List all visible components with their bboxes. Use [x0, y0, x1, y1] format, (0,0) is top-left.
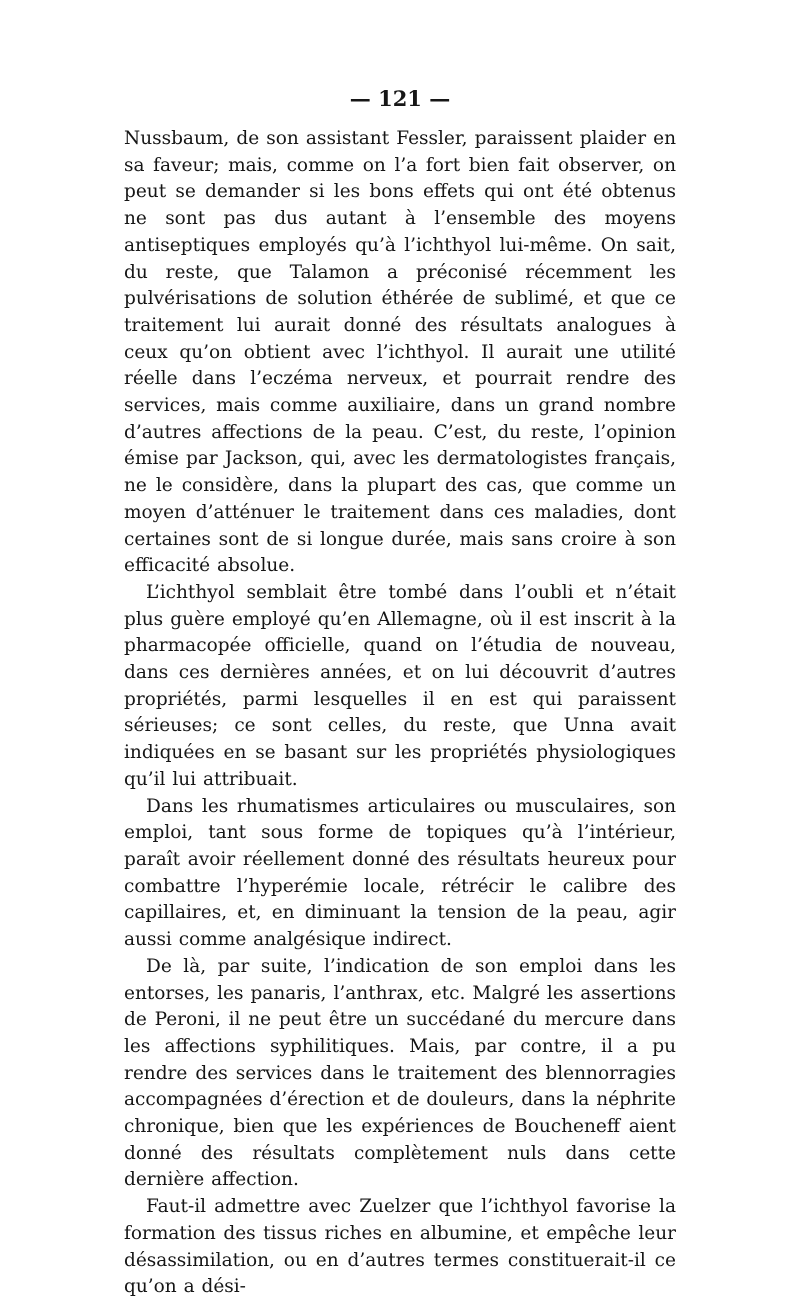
paragraph-zuelzer: Faut-il admettre avec Zuelzer que l’ichthyol favorise la formation des tissus riches en albumine, et empêche leur désassimilation, ou en d’autres termes constituerait-il ce qu’on a dési-	[124, 1196, 676, 1298]
page-number: — 121 —	[349, 86, 451, 111]
paragraph-ichthyol-history: L’ichthyol semblait être tombé dans l’oubli et n’était plus guère employé qu’en Allemagne, où il est inscrit à la pharmacopée officielle, quand on l’étudia de nouveau, dans ces dernières années, et on lui découvrit d’autres propriétés, parmi lesquelles il en est qui paraissent sérieuses; ce sont celles, du reste, que Unna avait indiquées en se basant sur les propriétés physiologiques qu’il lui attribuait.	[124, 581, 676, 790]
paragraph-indications: De là, par suite, l’indication de son emploi dans les entorses, les panaris, l’anthrax, etc. Malgré les assertions de Peroni, il ne peut être un succédané du mercure dans les affections syphilitiques. Mais, par contre, il a pu rendre des services dans le traitement des blennorragies accompagnées d’érection et de douleurs, dans la néphrite chronique, bien que les expériences de Boucheneff aient donné des résultats complètement nuls dans cette dernière affection.	[124, 955, 676, 1191]
paragraph-continuation: Nussbaum, de son assistant Fessler, paraissent plaider en sa faveur; mais, comme on l’a fort bien fait observer, on peut se demander si les bons effets qui ont été obtenus ne sont pas dus autant à l’ensemble des moyens antiseptiques employés qu’à l’ichthyol lui-même. On sait, du reste, que Talamon a préconisé récemment les pulvérisations de solution éthérée de sublimé, et que ce traitement lui aurait donné des résultats analogues à ceux qu’on obtient avec l’ichthyol. Il aurait une utilité réelle dans l’eczéma nerveux, et pourrait rendre des services, mais comme auxiliaire, dans un grand nombre d’autres affections de la peau. C’est, du reste, l’opinion émise par Jackson, qui, avec les dermatologistes français, ne le considère, dans la plupart des cas, que comme un moyen d’atténuer le traitement dans ces maladies, dont certaines sont de si longue durée, mais sans croire à son efficacité absolue.	[124, 128, 676, 577]
body-text	[124, 126, 676, 1301]
paragraph-rheumatism: Dans les rhumatismes articulaires ou musculaires, son emploi, tant sous forme de topiques qu’à l’intérieur, paraît avoir réellement donné des résultats heureux pour combattre l’hyperémie locale, rétrécir le calibre des capillaires, et, en diminuant la tension de la peau, agir aussi comme analgésique indirect.	[124, 795, 676, 951]
